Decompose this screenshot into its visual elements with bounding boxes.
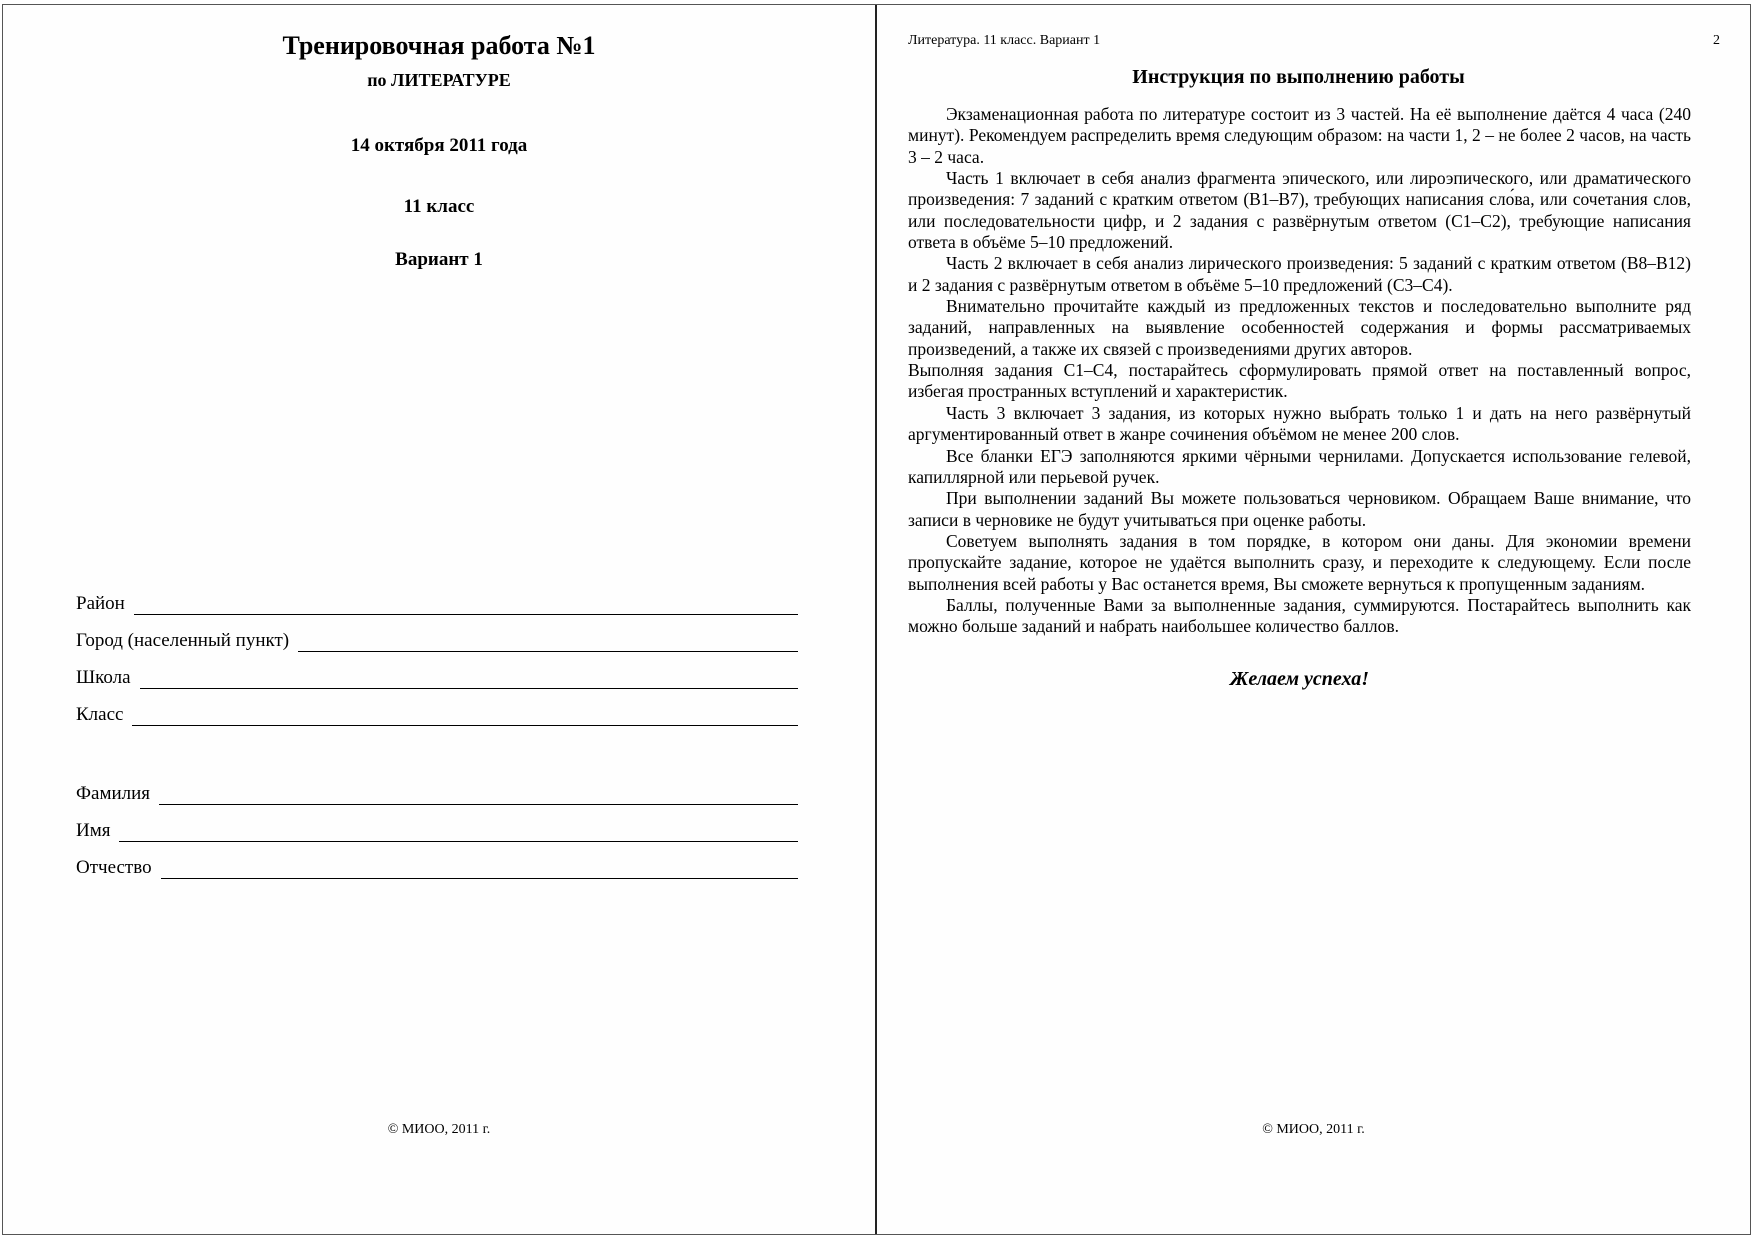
surname-blank-line [159, 785, 798, 805]
instruction-paragraph: Баллы, полученные Вами за выполненные задания, суммируются. Постарайтесь выполнить как можно больше заданий и набрать наибольшее количество баллов. [908, 594, 1691, 637]
instructions-title: Инструкция по выполнению работы [1132, 66, 1465, 88]
patronymic-blank-line [161, 859, 798, 879]
instruction-paragraph: Все бланки ЕГЭ заполняются яркими чёрными чернилами. Допускается использование гелевой, капиллярной или перьевой ручек. [908, 445, 1691, 487]
running-header [877, 5, 1750, 49]
patronymic-label: Отчество [76, 857, 152, 878]
firstname-blank-line [119, 822, 798, 842]
firstname-label: Имя [76, 820, 111, 841]
title-page [3, 5, 877, 1234]
work-grade: 11 класс [403, 196, 475, 217]
instruction-paragraph: При выполнении заданий Вы можете пользоваться черновиком. Обращаем Ваше внимание, что записи в черновике не будут учитываться при оценке работы. [908, 488, 1691, 530]
work-date: 14 октября 2011 года [350, 135, 528, 156]
copyright-footer-left: © МИОО, 2011 г. [387, 1122, 491, 1137]
page-number: 2 [1713, 33, 1720, 48]
instruction-paragraph: Советуем выполнять задания в том порядке, в котором они даны. Для экономии времени пропускайте задание, которое не удаётся выполнить сразу, и переходите к следующему. Если после выполнения всей работы у Вас останется время, Вы сможете вернуться к пропущенным заданиям. [908, 530, 1691, 594]
instructions-page [877, 5, 1750, 1234]
class-blank-line [132, 706, 798, 726]
work-title: Тренировочная работа №1 [282, 31, 596, 60]
city-blank-line [298, 632, 798, 652]
form-row-school [76, 667, 798, 689]
surname-label: Фамилия [76, 783, 151, 804]
good-luck-line: Желаем успеха! [1229, 667, 1370, 690]
form-row-district [76, 593, 798, 615]
form-row-surname [76, 783, 798, 805]
document-sheet [2, 4, 1751, 1235]
school-label: Школа [76, 667, 131, 688]
instruction-paragraph: Часть 2 включает в себя анализ лирического произведения: 5 заданий с кратким ответом (В8–В12) и 2 задания с развёрнутым ответом в объёме 5–10 предложений (С3–С4). [908, 253, 1691, 295]
district-blank-line [134, 595, 798, 615]
class-label: Класс [76, 704, 124, 725]
running-header-title: Литература. 11 класс. Вариант 1 [908, 33, 1101, 48]
title-block [3, 5, 875, 271]
form-row-city [76, 630, 798, 652]
instruction-paragraph: Часть 3 включает 3 задания, из которых нужно выбрать только 1 и дать на него развёрнутый аргументированный ответ в жанре сочинения объёмом не менее 200 слов. [908, 402, 1691, 445]
form-row-class [76, 704, 798, 726]
city-label: Город (населенный пункт) [76, 630, 290, 651]
form-row-patronymic [76, 857, 798, 879]
work-variant: Вариант 1 [395, 249, 483, 270]
instruction-paragraph: Часть 1 включает в себя анализ фрагмента эпического, или лироэпического, или драматического произведения: 7 заданий с кратким ответом (В1–В7), требующих написания сло́ва, или сочетания слов, или последовательности цифр, и 2 задания с развёрнутым ответом (С1–С2), требующие написания ответа в объёме 5–10 предложений. [908, 168, 1691, 253]
form-row-firstname [76, 820, 798, 842]
copyright-footer-right: © МИОО, 2011 г. [1262, 1122, 1365, 1137]
district-label: Район [76, 593, 125, 614]
instruction-paragraph: Выполняя задания С1–С4, постарайтесь сформулировать прямой ответ на поставленный вопрос, избегая пространных вступлений и характеристик. [908, 360, 1691, 402]
school-blank-line [140, 669, 798, 689]
instructions-body [908, 104, 1691, 638]
instruction-paragraph: Внимательно прочитайте каждый из предложенных текстов и последовательно выполните ряд заданий, направленных на выявление особенностей содержания и формы рассматриваемых произведений, а также их связей с произведениями других авторов. [908, 296, 1691, 359]
work-subject: по ЛИТЕРАТУРЕ [367, 70, 511, 90]
student-info-form [76, 593, 798, 894]
instruction-paragraph: Экзаменационная работа по литературе состоит из 3 частей. На её выполнение даётся 4 часа (240 минут). Рекомендуем распределить время следующим образом: на части 1, 2 – не более 2 часов, на часть 3 – 2 часа. [908, 104, 1691, 167]
